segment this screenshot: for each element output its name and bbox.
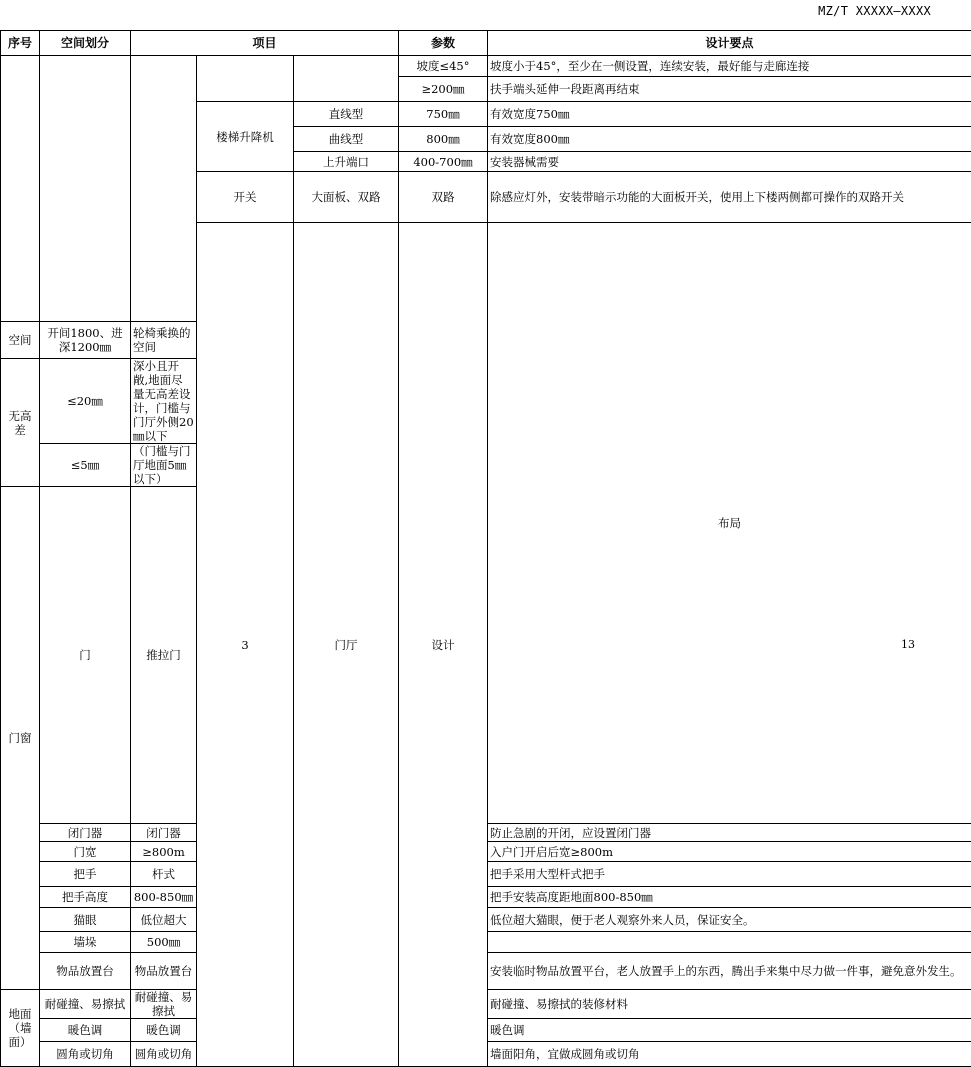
cell-sub: 墙垛 xyxy=(40,932,131,953)
cell-param: 双路 xyxy=(399,172,488,223)
cell-point: 低位超大猫眼，便于老人观察外来人员，保证安全。 xyxy=(488,908,971,932)
cell-point: 扶手端头延伸一段距离再结束 xyxy=(488,77,971,102)
cell-point: 安装器械需要 xyxy=(488,152,971,172)
cell-param: 推拉门 xyxy=(131,487,197,824)
cell-param: 400-700㎜ xyxy=(399,152,488,172)
cell-space-foyer: 门厅 xyxy=(294,223,399,1067)
cell-point: 暖色调 xyxy=(488,1019,971,1042)
cell-param: 800㎜ xyxy=(399,127,488,152)
cell-point: 除感应灯外，安装带暗示功能的大面板开关，使用上下楼两侧都可操作的双路开关 xyxy=(488,172,971,223)
cell-sub: 门宽 xyxy=(40,842,131,862)
cell-item-prev xyxy=(197,56,294,102)
cell-sub: 空间 xyxy=(1,322,40,359)
cell-point: 防止急剧的开闭，应设置闭门器 xyxy=(488,824,971,842)
cell-param: ≥200㎜ xyxy=(399,77,488,102)
cell-sub: 上升端口 xyxy=(294,152,399,172)
header-param: 参数 xyxy=(399,31,488,56)
table-row xyxy=(1,56,971,77)
cell-item-layout: 布局 xyxy=(488,223,971,824)
header-item: 项目 xyxy=(131,31,399,56)
cell-item-stair-lift: 楼梯升降机 xyxy=(197,102,294,172)
cell-point: 深小且开敞,地面尽量无高差设计，门槛与门厅外侧20㎜以下 xyxy=(131,359,197,444)
table-header-row xyxy=(1,31,971,56)
page-number: 13 xyxy=(901,638,915,651)
cell-param: 耐碰撞、易擦拭 xyxy=(131,990,197,1019)
cell-sub: 曲线型 xyxy=(294,127,399,152)
cell-sub: 暖色调 xyxy=(40,1019,131,1042)
cell-no-3: 3 xyxy=(197,223,294,1067)
cell-point: 把手安装高度距地面800-850㎜ xyxy=(488,887,971,908)
cell-param: 暖色调 xyxy=(131,1019,197,1042)
cell-point: 耐碰撞、易擦拭的装修材料 xyxy=(488,990,971,1019)
cell-param: 800-850㎜ xyxy=(131,887,197,908)
cell-sub: 猫眼 xyxy=(40,908,131,932)
cell-sub: 把手 xyxy=(40,862,131,887)
cell-item-door-window: 门窗 xyxy=(1,487,40,990)
cell-param: 开间1800、进深1200㎜ xyxy=(40,322,131,359)
cell-point: （门槛与门厅地面5㎜以下） xyxy=(131,444,197,487)
cell-param: ≤20㎜ xyxy=(40,359,131,444)
cell-point: 坡度小于45°，至少在一侧设置，连续安装，最好能与走廊连接 xyxy=(488,56,971,77)
cell-point: 有效宽度800㎜ xyxy=(488,127,971,152)
design-spec-table xyxy=(0,30,971,1067)
document-code: MZ/T XXXXX—XXXX xyxy=(818,4,931,18)
cell-point: 轮椅乘换的空间 xyxy=(131,322,197,359)
cell-param: 闭门器 xyxy=(131,824,197,842)
cell-param: 圆角或切角 xyxy=(131,1042,197,1067)
cell-param: ≤5㎜ xyxy=(40,444,131,487)
cell-sub: 闭门器 xyxy=(40,824,131,842)
cell-point: 把手采用大型杆式把手 xyxy=(488,862,971,887)
cell-param: 物品放置台 xyxy=(131,953,197,990)
cell-category-design: 设计 xyxy=(399,223,488,1067)
cell-no-prev xyxy=(1,56,40,322)
cell-sub: 直线型 xyxy=(294,102,399,127)
cell-param: 500㎜ xyxy=(131,932,197,953)
cell-sub: 物品放置台 xyxy=(40,953,131,990)
header-no: 序号 xyxy=(1,31,40,56)
cell-sub: 把手高度 xyxy=(40,887,131,908)
header-space: 空间划分 xyxy=(40,31,131,56)
cell-sub: 大面板、双路 xyxy=(294,172,399,223)
header-points: 设计要点 xyxy=(488,31,971,56)
cell-point xyxy=(488,932,971,953)
cell-item-switch: 开关 xyxy=(197,172,294,223)
cell-point: 墙面阳角，宜做成圆角或切角 xyxy=(488,1042,971,1067)
cell-sub: 门 xyxy=(40,487,131,824)
cell-point: 有效宽度750㎜ xyxy=(488,102,971,127)
cell-param: 低位超大 xyxy=(131,908,197,932)
cell-point: 入户门开启后宽≥800m xyxy=(488,842,971,862)
cell-point: 安装临时物品放置平台，老人放置手上的东西，腾出手来集中尽力做一件事，避免意外发生。 xyxy=(488,953,971,990)
cell-param: 杆式 xyxy=(131,862,197,887)
cell-sub: 圆角或切角 xyxy=(40,1042,131,1067)
cell-space-prev xyxy=(40,56,131,322)
cell-sub: 耐碰撞、易擦拭 xyxy=(40,990,131,1019)
cell-param: 750㎜ xyxy=(399,102,488,127)
cell-category-prev xyxy=(131,56,197,322)
cell-sub-prev xyxy=(294,56,399,102)
cell-sub-no-height-diff: 无高差 xyxy=(1,359,40,487)
cell-item-floor-wall: 地面（墙面） xyxy=(1,990,40,1067)
cell-param: ≥800m xyxy=(131,842,197,862)
cell-param: 坡度≤45° xyxy=(399,56,488,77)
